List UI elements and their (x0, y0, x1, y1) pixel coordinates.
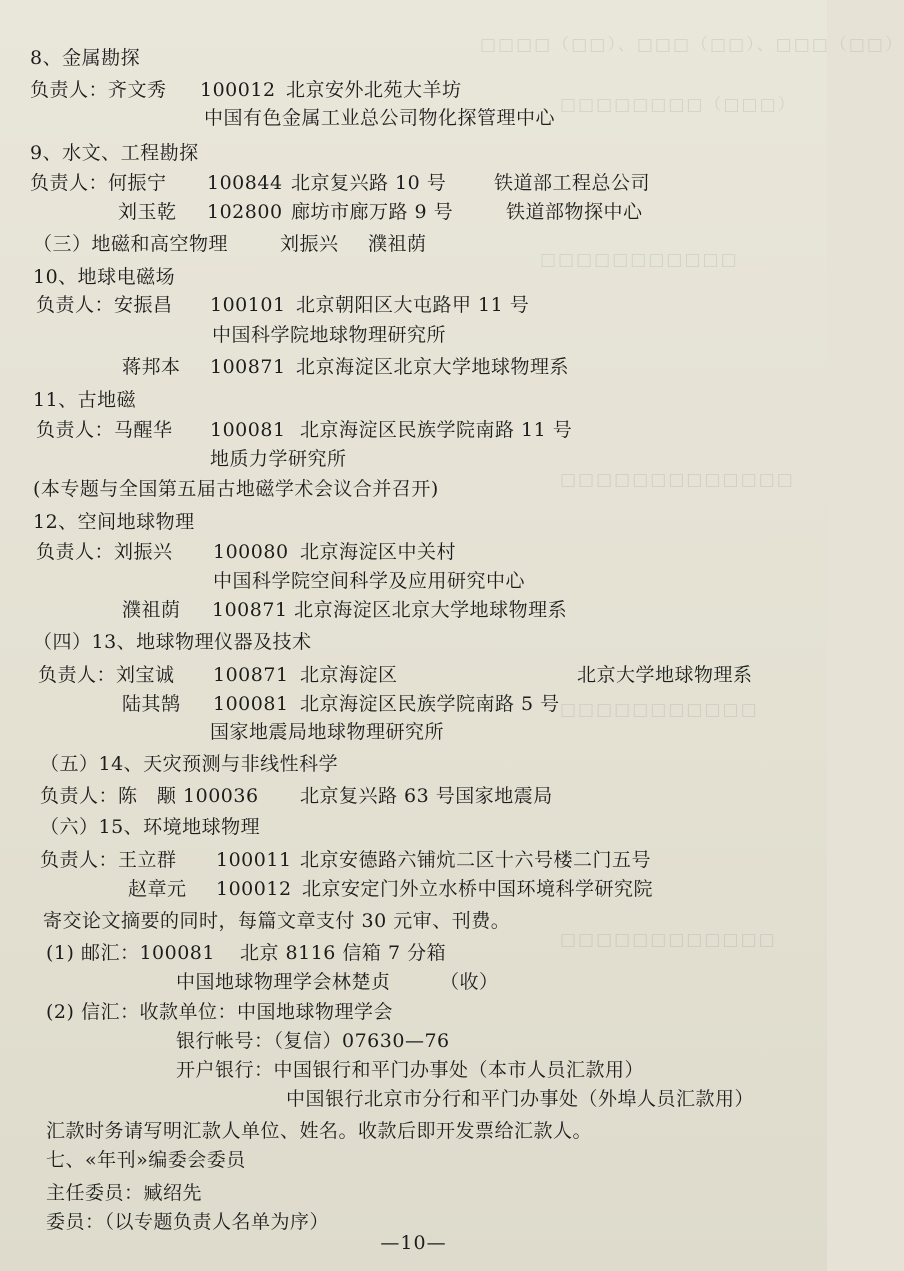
text-line: 负责人：马醒华 (36, 419, 173, 441)
text-line: 100871 (213, 664, 289, 686)
text-line: 刘振兴 (280, 233, 339, 255)
text-line: 寄交论文摘要的同时，每篇文章支付 30 元审、刊费。 (43, 910, 511, 932)
text-line: 负责人：王立群 (40, 849, 177, 871)
page-number: —10— (380, 1232, 447, 1254)
text-line: 11、古地磁 (33, 389, 137, 411)
text-line: 廊坊市廊万路 9 号 (291, 201, 454, 223)
text-line: 北京大学地球物理系 (577, 664, 753, 686)
text-line: 负责人：刘宝诚 (38, 664, 175, 686)
text-line: 10、地球电磁场 (33, 266, 176, 288)
text-line: 100871 (210, 356, 286, 378)
text-line: 委员：（以专题负责人名单为序） (46, 1211, 330, 1233)
bleed-through: □□□□□□□□□□□□□ (560, 470, 795, 490)
text-line: 北京安外北苑大羊坊 (286, 79, 462, 101)
text-line: 100012 (216, 878, 292, 900)
text-line: 9、水文、工程勘探 (30, 142, 199, 164)
text-line: 负责人：安振昌 (36, 294, 173, 316)
text-line: 北京海淀区民族学院南路 11 号 (300, 419, 573, 441)
text-line: 负责人：刘振兴 (36, 541, 173, 563)
bleed-through: □□□□□□□□（□□□） (560, 95, 797, 115)
text-line: 100871 北京海淀区北京大学地球物理系 (212, 599, 568, 621)
text-line: 铁道部工程总公司 (494, 172, 651, 194)
text-line: 濮祖荫 (368, 233, 427, 255)
text-line: 102800 (207, 201, 283, 223)
text-line: 蒋邦本 (122, 356, 181, 378)
text-line: 北京安定门外立水桥中国环境科学研究院 (302, 878, 654, 900)
text-line: 8、金属勘探 (30, 47, 141, 69)
text-line: 100081 (210, 419, 286, 441)
text-line: 负责人：齐文秀 (30, 79, 167, 101)
text-line: （四）13、地球物理仪器及技术 (33, 631, 312, 653)
text-line: 开户银行：中国银行和平门办事处（本市人员汇款用） (176, 1059, 645, 1081)
text-line: 100101 (210, 294, 286, 316)
text-line: 100012 (200, 79, 276, 101)
text-line: 负责人：陈 颙 100036 (40, 785, 259, 807)
text-line: 中国银行北京市分行和平门办事处（外埠人员汇款用） (286, 1088, 755, 1110)
text-line: 北京安德路六铺炕二区十六号楼二门五号 (300, 849, 652, 871)
text-line: 铁道部物探中心 (506, 201, 643, 223)
text-line: 汇款时务请写明汇款人单位、姓名。收款后即开发票给汇款人。 (46, 1120, 593, 1142)
text-line: （三）地磁和高空物理 (33, 233, 229, 255)
text-line: （五）14、天灾预测与非线性科学 (40, 753, 339, 775)
text-line: 中国有色金属工业总公司物化探管理中心 (204, 107, 556, 129)
text-line: 地质力学研究所 (210, 448, 347, 470)
text-line: 负责人：何振宁 (30, 172, 167, 194)
text-line: 中国地球物理学会林楚贞 (176, 971, 391, 993)
text-line: 100081 (213, 693, 289, 715)
text-line: 银行帐号：（复信）07630—76 (176, 1030, 450, 1052)
text-line: 中国科学院空间科学及应用研究中心 (213, 570, 526, 592)
text-line: 北京海淀区中关村 (300, 541, 457, 563)
text-line: （六）15、环境地球物理 (40, 816, 261, 838)
bleed-through: □□□□□□□□□□□□ (560, 930, 777, 950)
text-line: 北京复兴路 63 号国家地震局 (300, 785, 553, 807)
text-line: 100080 (213, 541, 289, 563)
text-line: 主任委员：臧绍先 (46, 1182, 203, 1204)
text-line: 北京朝阳区大屯路甲 11 号 (296, 294, 530, 316)
text-line: 北京海淀区 (300, 664, 398, 686)
text-line: (1) 邮汇：100081 (46, 942, 215, 964)
bleed-through: □□□□□□□□□□□ (540, 250, 739, 270)
bleed-through: □□□□（□□）、□□□（□□）、□□□（□□） (480, 35, 904, 55)
text-line: 北京复兴路 10 号 (291, 172, 447, 194)
bleed-through: □□□□□□□□□□□ (560, 700, 759, 720)
text-line: 七、«年刊»编委会委员 (46, 1149, 246, 1171)
text-line: 100011 (216, 849, 292, 871)
text-line: 100844 (207, 172, 283, 194)
text-line: 12、空间地球物理 (33, 511, 195, 533)
text-line: 北京海淀区北京大学地球物理系 (296, 356, 570, 378)
text-line: 刘玉乾 (118, 201, 177, 223)
text-line: 赵章元 (128, 878, 187, 900)
text-line: 中国科学院地球物理研究所 (212, 324, 447, 346)
text-line: 北京海淀区民族学院南路 5 号 (300, 693, 560, 715)
text-line: 国家地震局地球物理研究所 (210, 721, 445, 743)
text-line: 陆其鹄 (122, 693, 181, 715)
text-line: （收） (440, 971, 499, 993)
text-line: 北京 8116 信箱 7 分箱 (240, 942, 447, 964)
text-line: (2) 信汇：收款单位：中国地球物理学会 (46, 1001, 393, 1023)
text-line: (本专题与全国第五届古地磁学术会议合并召开) (33, 478, 439, 500)
text-line: 濮祖荫 (122, 599, 181, 621)
